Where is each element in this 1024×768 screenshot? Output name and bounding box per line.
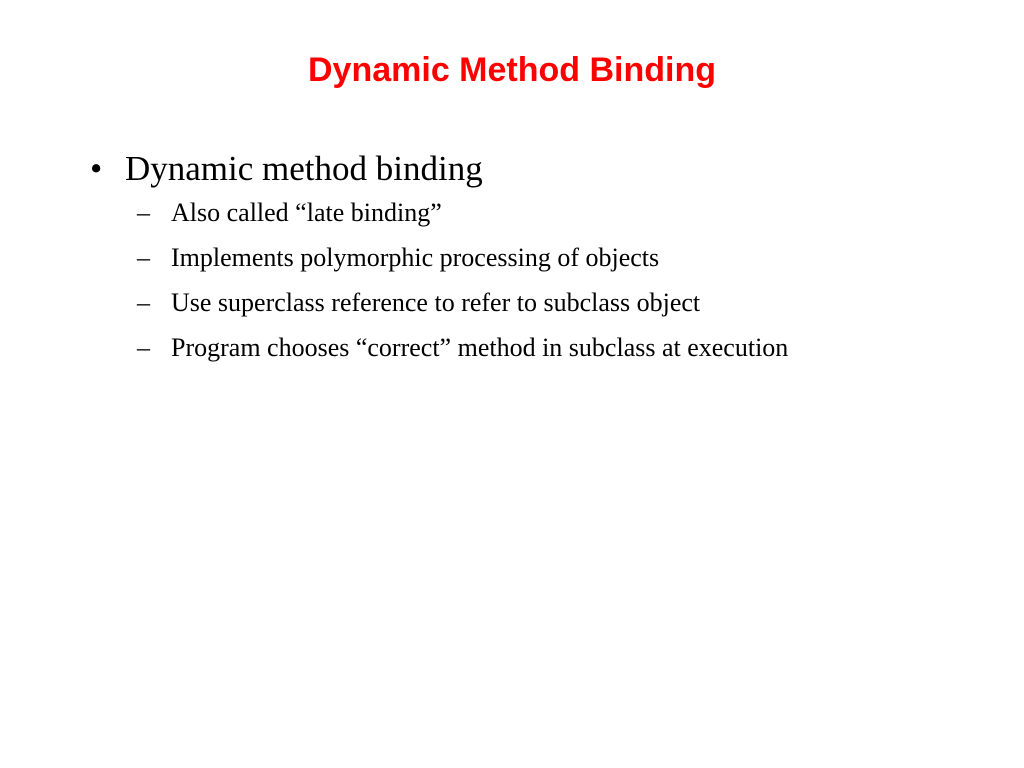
bullet-item — [90, 148, 990, 363]
sub-bullet-text: Use superclass reference to refer to subclass object — [171, 288, 701, 317]
slide-title: Dynamic Method Binding — [308, 51, 716, 89]
sub-bullet-list — [125, 198, 990, 363]
sub-bullet-text: Also called “late binding” — [171, 198, 442, 227]
sub-bullet-item — [137, 198, 990, 228]
sub-bullet-marker: – — [137, 288, 150, 317]
sub-bullet-marker: – — [137, 198, 150, 227]
sub-bullet-item — [137, 333, 990, 363]
bullet-text: Dynamic method binding — [125, 149, 483, 188]
sub-bullet-item — [137, 243, 990, 273]
sub-bullet-text: Program chooses “correct” method in subclass at execution — [171, 333, 789, 362]
bullet-list — [90, 148, 990, 378]
sub-bullet-item — [137, 288, 990, 318]
sub-bullet-marker: – — [137, 243, 150, 272]
sub-bullet-marker: – — [137, 333, 150, 362]
bullet-marker: • — [90, 149, 103, 188]
sub-bullet-text: Implements polymorphic processing of objects — [171, 243, 660, 272]
